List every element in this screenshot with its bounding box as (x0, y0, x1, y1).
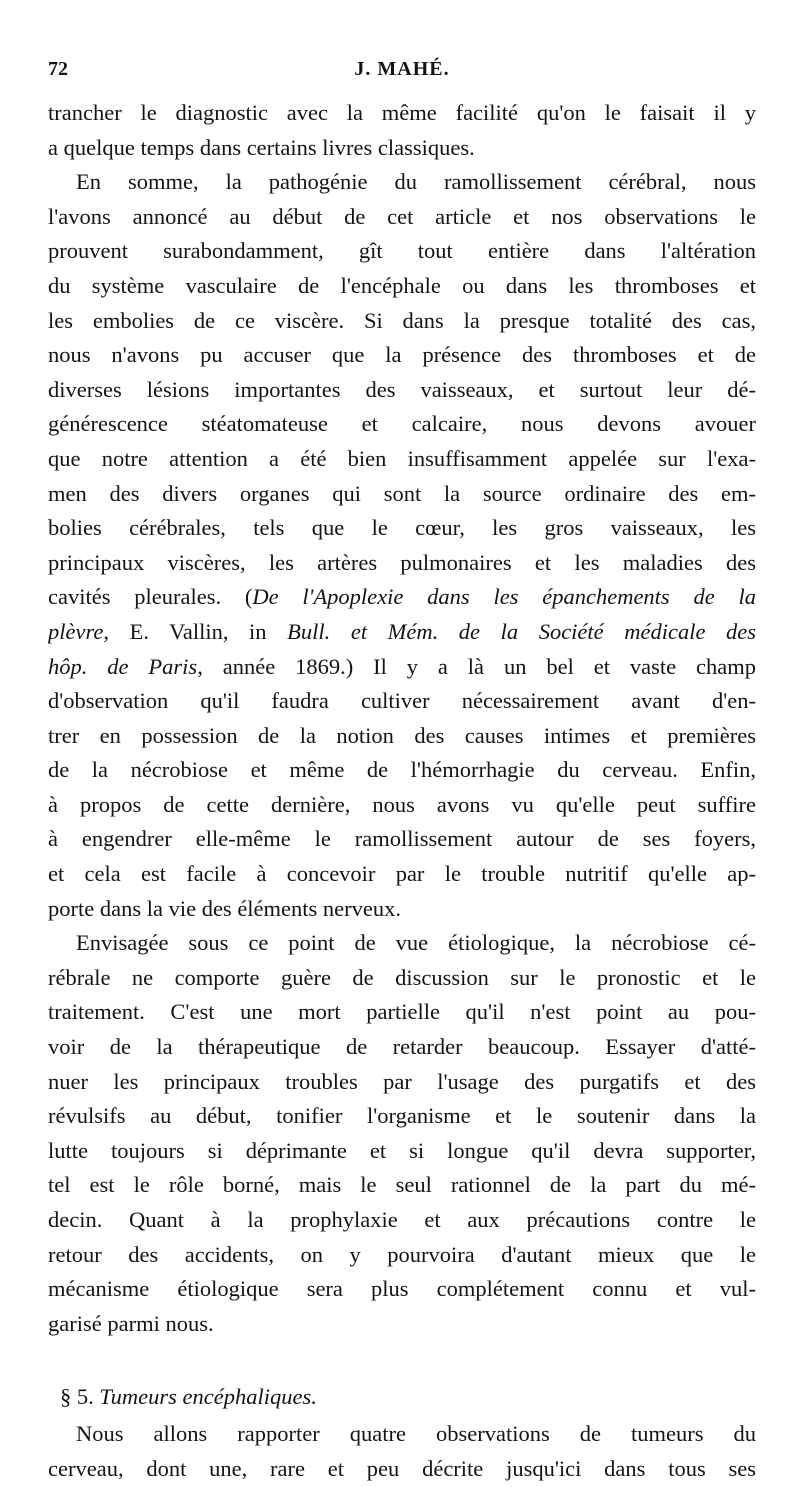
text-line: bolies cérébrales, tels que le cœur, les gros vaisseaux, les (48, 515, 756, 541)
citation-journal: Bull. et Mém. de la Société médicale des (287, 618, 756, 644)
citation-text: , année 1869.) Il y a là un bel et vaste champ (197, 653, 756, 679)
text-line: et cela est facile à concevoir par le trouble nutritif qu'elle ap- (48, 861, 756, 887)
text-line: porte dans la vie des éléments nerveux. (48, 895, 402, 921)
text-line: a quelque temps dans certains livres classiques. (48, 134, 475, 160)
text-line: à propos de cette dernière, nous avons vu qu'elle peut suffire (48, 791, 756, 817)
text-line: du système vasculaire de l'encéphale ou dans les thromboses et (48, 272, 756, 298)
running-head-author: J. MAHÉ. (354, 58, 450, 80)
text-line: principaux viscères, les artères pulmonaires et les maladies des (48, 549, 756, 575)
text-line: Envisagée sous ce point de vue étiologique, la nécrobiose cé- (76, 930, 756, 956)
citation-line (48, 580, 756, 615)
text-line: mécanisme étiologique sera plus complétement connu et vul- (48, 1276, 756, 1302)
text-line: traitement. C'est une mort partielle qu'il n'est point au pou- (48, 999, 756, 1025)
text-line: prouvent surabondamment, gît tout entière dans l'altération (48, 238, 756, 264)
text-line: de la nécrobiose et même de l'hémorrhagie du cerveau. Enfin, (48, 757, 756, 783)
text-line: voir de la thérapeutique de retarder beaucoup. Essayer d'atté- (48, 1034, 756, 1060)
text-line: diverses lésions importantes des vaisseaux, et surtout leur dé- (48, 376, 756, 402)
text-line: générescence stéatomateuse et calcaire, nous devons avouer (48, 411, 756, 437)
text-line: garisé parmi nous. (48, 1310, 214, 1336)
paragraph (48, 1417, 756, 1486)
text-line: nous n'avons pu accuser que la présence des thromboses et de (48, 342, 756, 368)
citation-text: , E. Vallin, in (103, 618, 288, 644)
citation-journal: hôp. de Paris (48, 653, 198, 679)
text-line: decin. Quant à la prophylaxie et aux précautions contre le (48, 1207, 756, 1232)
text-line: trancher le diagnostic avec la même facilité qu'on le faisait il y (48, 100, 756, 125)
paragraph (48, 165, 756, 926)
section-title: Tumeurs encéphaliques. (99, 1384, 317, 1410)
text-line: que notre attention a été bien insuffisamment appelée sur l'exa- (48, 445, 756, 471)
citation-line (48, 615, 756, 650)
paragraph (48, 96, 756, 165)
text-line: l'avons annoncé au début de cet article et nos observations le (48, 203, 756, 229)
text-line: rébrale ne comporte guère de discussion sur le pronostic et le (48, 964, 756, 990)
book-page (48, 0, 756, 1481)
section-heading (48, 1377, 756, 1417)
text-line: à engendrer elle-même le ramollissement autour de ses foyers, (48, 826, 756, 852)
citation-title: De l'Apoplexie dans les épanchements de la (252, 584, 756, 610)
text-line: retour des accidents, on y pourvoira d'autant mieux que le (48, 1241, 756, 1267)
text-line: Nous allons rapporter quatre observations de tumeurs du (76, 1421, 756, 1447)
text-line: d'observation qu'il faudra cultiver nécessairement avant d'en- (48, 688, 756, 714)
text-line: révulsifs au début, tonifier l'organisme et le soutenir dans la (48, 1103, 756, 1129)
paragraph (48, 926, 756, 1341)
text-line: trer en possession de la notion des causes intimes et premières (48, 722, 756, 748)
section-number: § 5. (60, 1384, 94, 1410)
text-line: men des divers organes qui sont la source ordinaire des em- (48, 480, 756, 506)
citation-text: cavités pleurales. ( (48, 584, 253, 610)
page-body (48, 96, 756, 1487)
text-line: En somme, la pathogénie du ramollissement cérébral, nous (76, 169, 756, 195)
section-spacer (48, 1341, 756, 1377)
text-line: nuer les principaux troubles par l'usage des purgatifs et des (48, 1068, 756, 1094)
citation-title: plèvre (48, 618, 104, 644)
text-line: cerveau, dont une, rare et peu décrite jusqu'ici dans tous ses (48, 1455, 756, 1481)
citation-line (48, 650, 756, 685)
page-number: 72 (48, 58, 68, 80)
text-line: les embolies de ce viscère. Si dans la presque totalité des cas, (48, 307, 756, 333)
text-line: tel est le rôle borné, mais le seul rationnel de la part du mé- (48, 1172, 756, 1198)
text-line: lutte toujours si déprimante et si longue qu'il devra supporter, (48, 1137, 756, 1163)
running-head (48, 58, 756, 84)
